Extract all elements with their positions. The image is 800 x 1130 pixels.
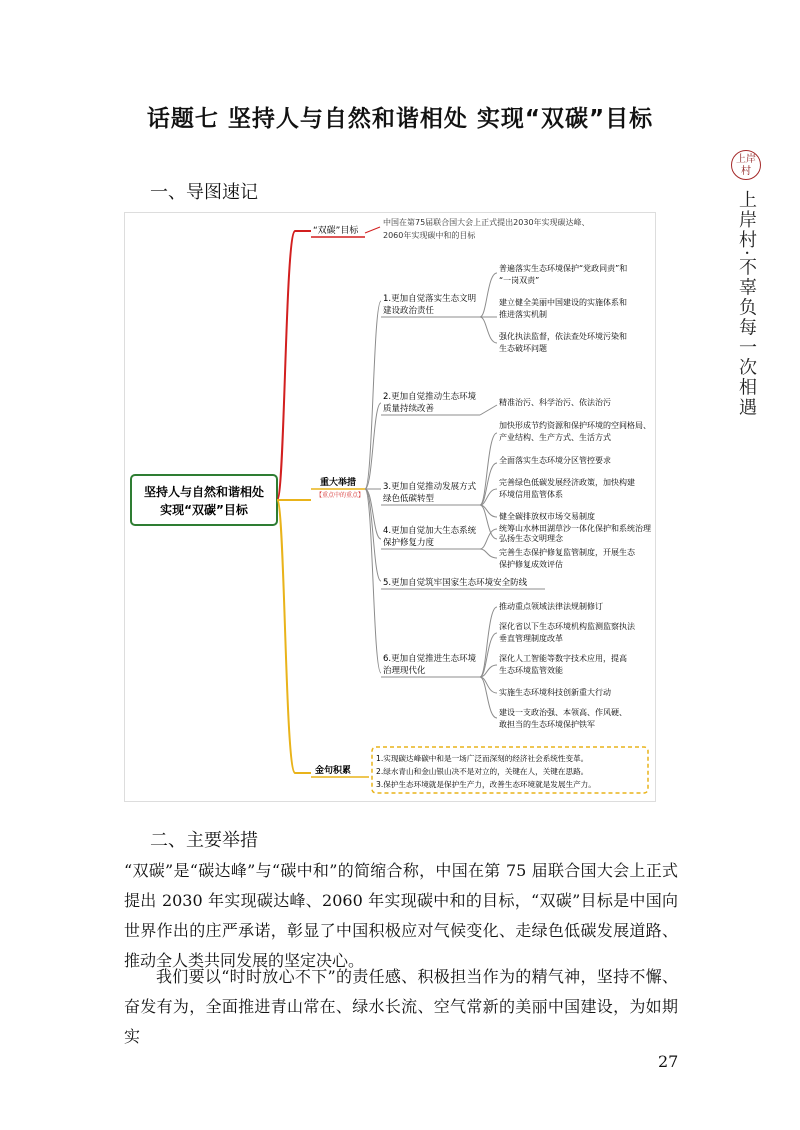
m3-leaf-3a: 完善绿色低碳发展经济政策，加快构建 (499, 478, 635, 487)
section-heading-measures: 二、主要举措 (150, 830, 258, 851)
branch-major-measures: 重大举措 (320, 478, 357, 488)
m2-leaf-1: 精准治污、科学治污、依法治污 (499, 398, 611, 407)
m1-label-1: 1.更加自觉落实生态文明 (383, 294, 477, 304)
root-node (131, 475, 277, 525)
m1-label-2: 建设政治责任 (383, 306, 435, 316)
branch-quotes: 金句积累 (315, 766, 352, 776)
m6-leaf-5b: 敢担当的生态环境保护铁军 (499, 720, 595, 729)
branch-major-measures-tag: 【重点中的重点】 (316, 492, 365, 499)
b1-text-2: 2060年实现碳中和的目标 (383, 231, 476, 240)
m4-leaf-2b: 保护修复成效评估 (499, 560, 563, 569)
m6-leaf-5a: 建设一支政治强、本领高、作风硬、 (499, 708, 627, 717)
paragraph-1: “双碳”是“碳达峰”与“碳中和”的简缩合称，中国在第 75 届联合国大会上正式提出 2030 年实现碳达峰、2060 年实现碳中和的目标，“双碳”目标是中国向世界作出的庄严承诺，彰显了中国积极应对气候变化、走绿色低碳发展道路、推动全人类共同发展的坚定决心。 (124, 861, 678, 970)
m6-leaf-3b: 生态环境监管效能 (499, 666, 563, 675)
mind-map (124, 212, 656, 802)
m3-leaf-4: 健全碳排放权市场交易制度 (499, 512, 595, 521)
m4-label-1: 4.更加自觉加大生态系统 (383, 526, 477, 536)
section-heading-mindmap: 一、导图速记 (150, 182, 258, 203)
connector-b3 (277, 500, 311, 773)
m6-leaf-1: 推动重点领域法律法规制修订 (499, 602, 603, 611)
paragraph-2: 我们要以“时时放心不下”的责任感、积极担当作为的精气神，坚持不懈、奋发有为，全面推进青山常在、绿水长流、空气常新的美丽中国建设，为如期实 (124, 967, 678, 1046)
root-label-2: 实现“双碳”目标 (160, 503, 248, 517)
connector-b1 (277, 231, 311, 500)
page-number: 27 (658, 1052, 679, 1071)
m1-leaf-2a: 建立健全美丽中国建设的实施体系和 (499, 298, 627, 307)
m1-leaf-1b: “一岗双责” (499, 276, 540, 285)
m1-leaf-2b: 推进落实机制 (499, 310, 547, 319)
m3-leaf-5: 弘扬生态文明理念 (499, 534, 563, 543)
root-label-1: 坚持人与自然和谐相处 (143, 485, 265, 499)
m6-label-2: 治理现代化 (383, 666, 426, 676)
m3-label-1: 3.更加自觉推动发展方式 (383, 482, 477, 492)
m6-leaf-2a: 深化省以下生态环境机构监测监察执法 (499, 622, 635, 631)
m3-leaf-3b: 环境信用监管体系 (499, 490, 563, 499)
branch-double-carbon-goal: “双碳”目标 (313, 226, 359, 236)
quote-2: 2.绿水青山和金山银山决不是对立的，关键在人，关键在思路。 (376, 767, 589, 776)
m3-leaf-1b: 产业结构、生产方式、生活方式 (499, 433, 611, 442)
m3-label-2: 绿色低碳转型 (383, 494, 435, 504)
brand-seal: 上岸村 (731, 150, 761, 180)
m6-leaf-2b: 垂直管理制度改革 (499, 634, 563, 643)
m1-leaf-3b: 生态破坏问题 (499, 344, 547, 353)
m4-leaf-1: 统筹山水林田湖草沙一体化保护和系统治理 (499, 524, 651, 533)
m3-leaf-1a: 加快形成节约资源和保护环境的空间格局、 (499, 421, 651, 430)
page-title: 话题七 坚持人与自然和谐相处 实现“双碳”目标 (146, 106, 654, 132)
m4-label-2: 保护修复力度 (383, 538, 435, 548)
m4-leaf-2a: 完善生态保护修复监管制度，开展生态 (499, 548, 635, 557)
m5-label: 5.更加自觉筑牢国家生态环境安全防线 (383, 578, 528, 588)
quote-3: 3.保护生态环境就是保护生产力，改善生态环境就是发展生产力。 (376, 780, 596, 789)
m2-label-1: 2.更加自觉推动生态环境 (383, 392, 477, 402)
m6-leaf-4: 实施生态环境科技创新重大行动 (499, 688, 611, 697)
m3-leaf-2: 全面落实生态环境分区管控要求 (499, 456, 611, 465)
m6-label-1: 6.更加自觉推进生态环境 (383, 654, 477, 664)
b1-text-1: 中国在第75届联合国大会上正式提出2030年实现碳达峰、 (383, 218, 590, 227)
m2-label-2: 质量持续改善 (383, 404, 435, 414)
m1-leaf-3a: 强化执法监督，依法查处环境污染和 (499, 332, 627, 341)
brand-slogan: 上岸村·不辜负每一次相遇 (736, 190, 757, 418)
side-brand (724, 150, 768, 418)
m1-leaf-1a: 普遍落实生态环境保护“党政同责”和 (499, 264, 628, 273)
m6-leaf-3a: 深化人工智能等数字技术应用，提高 (499, 654, 627, 663)
quote-1: 1.实现碳达峰碳中和是一场广泛而深刻的经济社会系统性变革。 (376, 754, 589, 763)
